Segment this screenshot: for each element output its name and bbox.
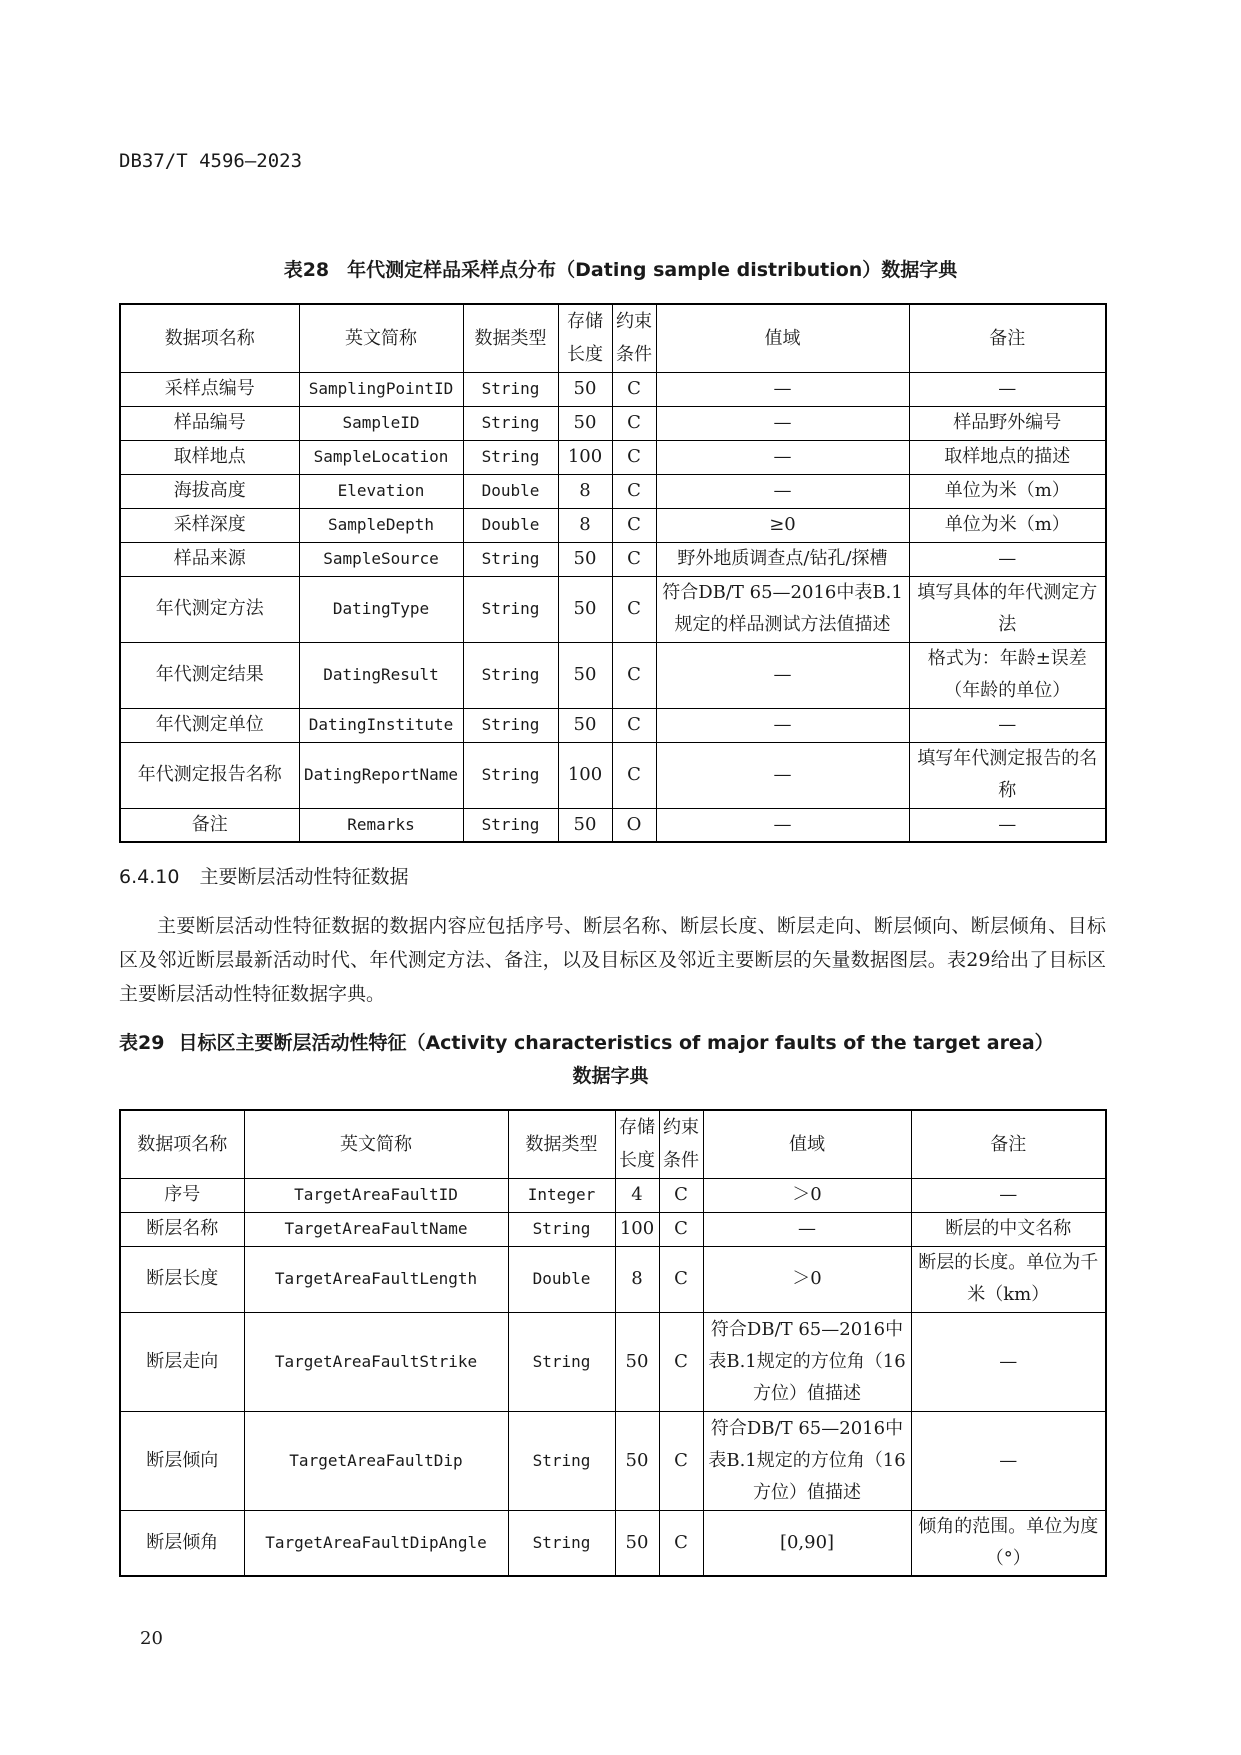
header-cell: 约束条件 [612,304,656,372]
table-header-row [120,1110,1106,1178]
table-cell: 断层长度 [120,1246,244,1312]
table-cell: C [612,440,656,474]
table-cell: 符合DB/T 65—2016中表B.1规定的样品测试方法值描述 [656,576,909,642]
section-title: 主要断层活动性特征数据 [199,866,409,888]
table-cell: C [659,1212,703,1246]
table-cell: Remarks [299,808,463,842]
table-row [120,474,1106,508]
table-cell: C [612,508,656,542]
table-cell: ≥0 [656,508,909,542]
table-cell: String [508,1510,615,1576]
table-cell: 采样点编号 [120,372,299,406]
table-row [120,808,1106,842]
table-header-row [120,304,1106,372]
table-cell: 断层的中文名称 [911,1212,1106,1246]
table-cell: 100 [558,742,612,808]
header-cell: 约束条件 [659,1110,703,1178]
table-cell: — [909,542,1106,576]
table-row [120,642,1106,708]
table-cell: 断层走向 [120,1312,244,1411]
table-cell: SampleLocation [299,440,463,474]
table-cell: 100 [558,440,612,474]
table-cell: — [911,1312,1106,1411]
table-cell: String [463,372,558,406]
table-cell: — [911,1178,1106,1212]
table-row [120,1510,1106,1576]
table-cell: — [656,808,909,842]
header-cell: 数据项名称 [120,1110,244,1178]
table-cell: — [656,642,909,708]
table-cell: 年代测定结果 [120,642,299,708]
table-row [120,1312,1106,1411]
table-cell: C [612,542,656,576]
table-cell: DatingResult [299,642,463,708]
table-cell: 100 [615,1212,659,1246]
table-cell: — [656,742,909,808]
table-cell: [0,90] [703,1510,911,1576]
table-cell: 符合DB/T 65—2016中表B.1规定的方位角（16方位）值描述 [703,1312,911,1411]
header-cell: 英文简称 [299,304,463,372]
table-cell: C [612,474,656,508]
table-cell: Double [463,474,558,508]
table-cell: String [463,742,558,808]
table-cell: Double [463,508,558,542]
table29-body [120,1178,1106,1576]
table-row [120,372,1106,406]
header-cell: 备注 [911,1110,1106,1178]
table-cell: C [612,406,656,440]
table-cell: 断层倾向 [120,1411,244,1510]
table28-caption-text: 年代测定样品采样点分布（Dating sample distribution）数据字典 [347,259,958,281]
table-cell: 年代测定方法 [120,576,299,642]
table-cell: — [909,708,1106,742]
table-cell: 符合DB/T 65—2016中表B.1规定的方位角（16方位）值描述 [703,1411,911,1510]
table-cell: TargetAreaFaultID [244,1178,508,1212]
table-cell: 50 [558,406,612,440]
table-cell: C [612,642,656,708]
page-number: 20 [140,1628,163,1649]
table-cell: 样品野外编号 [909,406,1106,440]
table-cell: TargetAreaFaultLength [244,1246,508,1312]
table-cell: C [659,1246,703,1312]
header-cell: 值域 [656,304,909,372]
header-cell: 英文简称 [244,1110,508,1178]
document-id: DB37/T 4596—2023 [119,150,303,172]
table-cell: TargetAreaFaultDipAngle [244,1510,508,1576]
table-cell: C [612,372,656,406]
table-cell: — [656,708,909,742]
table-cell: 断层倾角 [120,1510,244,1576]
table-cell: 50 [558,372,612,406]
table-cell: String [508,1411,615,1510]
table29-caption-line2: 数据字典 [572,1065,649,1087]
table-cell: 采样深度 [120,508,299,542]
table-row [120,406,1106,440]
table29-caption [119,1028,1054,1055]
table29 [119,1109,1107,1577]
table-cell: — [656,440,909,474]
table29-caption-number: 表29 [119,1032,165,1054]
table-cell: 取样地点的描述 [909,440,1106,474]
table-cell: C [659,1178,703,1212]
table-cell: DatingType [299,576,463,642]
table-cell: 断层的长度。单位为千米（km） [911,1246,1106,1312]
table-cell: String [463,440,558,474]
table-cell: 50 [615,1510,659,1576]
table-row [120,1178,1106,1212]
table-cell: 格式为：年龄±误差（年龄的单位） [909,642,1106,708]
table-cell: 年代测定单位 [120,708,299,742]
table-cell: 填写具体的年代测定方法 [909,576,1106,642]
header-cell: 数据类型 [508,1110,615,1178]
section-heading [119,862,408,889]
header-cell: 值域 [703,1110,911,1178]
table-cell: String [463,542,558,576]
table-row [120,742,1106,808]
table-cell: Double [508,1246,615,1312]
table-cell: 50 [558,808,612,842]
table29-caption-text: 目标区主要断层活动性特征（Activity characteristics of major faults of the target area） [178,1032,1054,1054]
table-cell: 年代测定报告名称 [120,742,299,808]
table-cell: — [656,474,909,508]
table28 [119,303,1107,843]
header-cell: 数据类型 [463,304,558,372]
table-cell: 野外地质调查点/钻孔/探槽 [656,542,909,576]
table-cell: 序号 [120,1178,244,1212]
table-cell: 取样地点 [120,440,299,474]
table-cell: SampleSource [299,542,463,576]
table-cell: C [612,742,656,808]
header-cell: 数据项名称 [120,304,299,372]
table-cell: Integer [508,1178,615,1212]
table-cell: String [463,406,558,440]
table-row [120,542,1106,576]
table-cell: 50 [615,1312,659,1411]
table-row [120,508,1106,542]
table-cell: DatingReportName [299,742,463,808]
table-cell: C [612,576,656,642]
table-cell: String [463,808,558,842]
table-cell: 50 [558,542,612,576]
table-cell: String [463,642,558,708]
table-cell: 8 [558,508,612,542]
table-cell: 50 [615,1411,659,1510]
table-cell: ＞0 [703,1246,911,1312]
table-row [120,708,1106,742]
table-cell: 样品来源 [120,542,299,576]
table28-caption-number: 表28 [283,259,330,281]
table-cell: String [463,708,558,742]
table-cell: — [909,808,1106,842]
table-cell: — [703,1212,911,1246]
table-cell: C [612,708,656,742]
table-cell: SampleDepth [299,508,463,542]
table-cell: C [659,1312,703,1411]
table-cell: — [911,1411,1106,1510]
table-row [120,440,1106,474]
table-cell: C [659,1510,703,1576]
section-paragraph: 主要断层活动性特征数据的数据内容应包括序号、断层名称、断层长度、断层走向、断层倾向、断层倾角、目标区及邻近断层最新活动时代、年代测定方法、备注，以及目标区及邻近主要断层的矢量数据图层。表29给出了目标区主要断层活动性特征数据字典。 [119,915,1106,1005]
table-cell: 填写年代测定报告的名称 [909,742,1106,808]
table-cell: 海拔高度 [120,474,299,508]
table-cell: — [909,372,1106,406]
header-cell: 存储长度 [558,304,612,372]
table-cell: SampleID [299,406,463,440]
table-cell: 8 [558,474,612,508]
table-row [120,1246,1106,1312]
table-cell: 50 [558,642,612,708]
table-cell: TargetAreaFaultStrike [244,1312,508,1411]
table-cell: C [659,1411,703,1510]
table-cell: 4 [615,1178,659,1212]
table-cell: 备注 [120,808,299,842]
table28-body [120,372,1106,842]
table-cell: TargetAreaFaultName [244,1212,508,1246]
table-cell: 单位为米（m） [909,474,1106,508]
table-cell: 8 [615,1246,659,1312]
table-cell: 50 [558,708,612,742]
table-cell: 样品编号 [120,406,299,440]
table-cell: O [612,808,656,842]
table-cell: — [656,372,909,406]
section-number: 6.4.10 [119,866,180,888]
table-cell: ＞0 [703,1178,911,1212]
table-cell: DatingInstitute [299,708,463,742]
table-cell: — [656,406,909,440]
table-cell: SamplingPointID [299,372,463,406]
table-row [120,576,1106,642]
table-cell: String [508,1212,615,1246]
header-cell: 存储长度 [615,1110,659,1178]
table-cell: 单位为米（m） [909,508,1106,542]
table-row [120,1411,1106,1510]
table-cell: 倾角的范围。单位为度（°） [911,1510,1106,1576]
header-cell: 备注 [909,304,1106,372]
table-cell: String [508,1312,615,1411]
table-cell: 50 [558,576,612,642]
table-cell: TargetAreaFaultDip [244,1411,508,1510]
table-cell: Elevation [299,474,463,508]
table-row [120,1212,1106,1246]
table28-caption [0,255,1241,282]
table-cell: String [463,576,558,642]
table-cell: 断层名称 [120,1212,244,1246]
